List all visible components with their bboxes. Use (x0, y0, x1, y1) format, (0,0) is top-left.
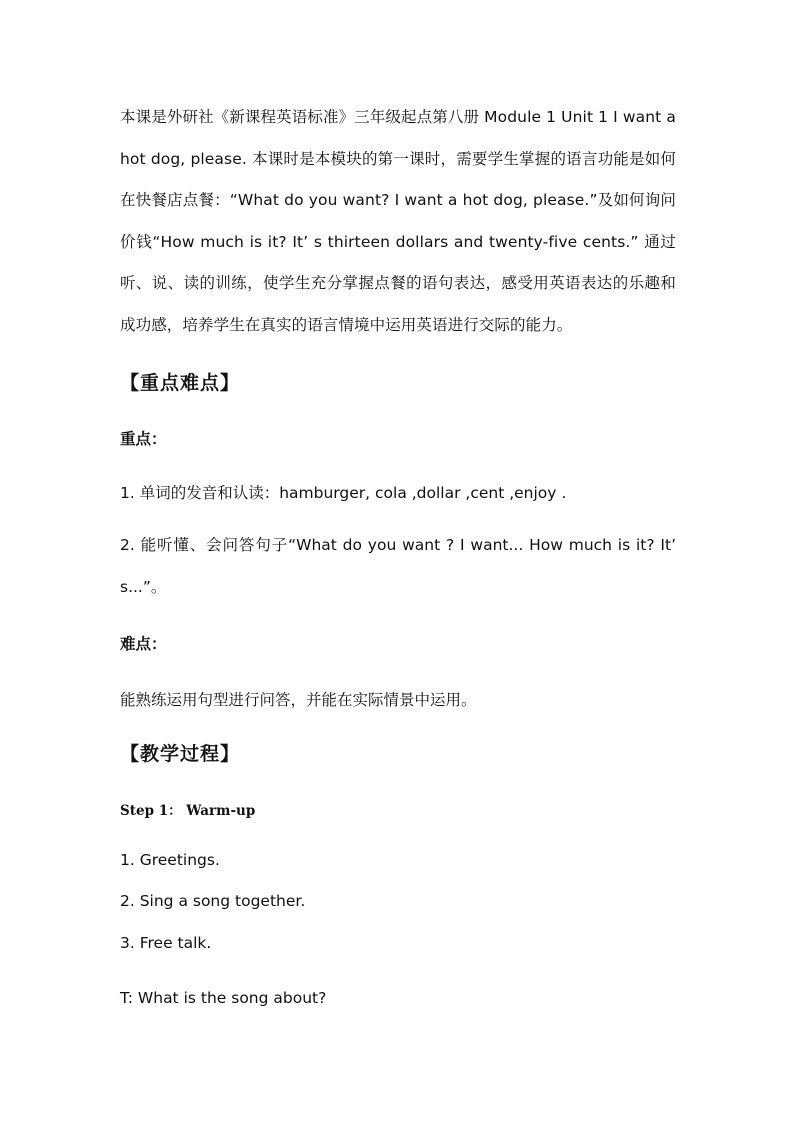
intro-paragraph: 本课是外研社《新课程英语标准》三年级起点第八册 Module 1 Unit 1 I want a hot dog, please. 本课时是本模块的第一课时，需要学生掌握的语言功能是如何在快餐店点餐：“What do you want? I want a hot dog, please.”及如何询问价钱“How much is it? It’ s thirteen dollars and twenty-five cents.” 通过听、说、读的训练，使学生充分掌握点餐的语句表达，感受用英语表达的乐趣和成功感，培养学生在真实的语言情境中运用英语进行交际的能力。 (120, 108, 676, 334)
step-1-label: Step 1： Warm-up (120, 803, 256, 819)
process-item-3: 3. Free talk. (120, 934, 212, 952)
process-item-2: 2. Sing a song together. (120, 892, 306, 910)
focus-item-2: 2. 能听懂、会问答句子“What do you want ? I want... How much is it? It’ s...”。 (120, 536, 676, 596)
difficulty-text: 能熟练运用句型进行问答，并能在实际情景中运用。 (120, 691, 477, 709)
teacher-question: T: What is the song about? (120, 989, 327, 1007)
focus-label: 重点： (120, 430, 167, 448)
key-points-heading: 【重点难点】 (120, 372, 241, 394)
difficulty-label: 难点： (120, 635, 167, 653)
focus-item-1: 1. 单词的发音和认读：hamburger, cola ,dollar ,cent ,enjoy . (120, 484, 567, 502)
teaching-process-heading: 【教学过程】 (120, 743, 241, 765)
process-item-1: 1. Greetings. (120, 851, 220, 869)
